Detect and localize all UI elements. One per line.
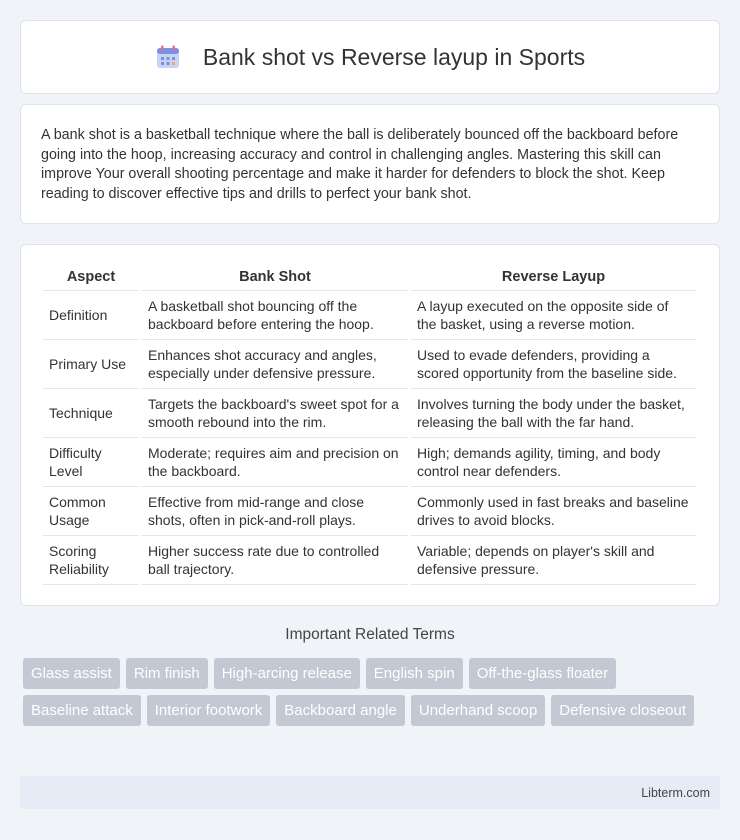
intro-card (20, 104, 720, 224)
related-terms-list (23, 658, 723, 732)
row-reverse-layup: Used to evade defenders, providing a scored opportunity from the baseline side. (411, 340, 696, 389)
row-reverse-layup: Involves turning the body under the basket, releasing the ball with the far hand. (411, 389, 696, 438)
table-header-row (43, 263, 696, 291)
term-tag[interactable]: High-arcing release (214, 658, 360, 689)
table-row (43, 291, 696, 340)
row-aspect: Technique (43, 389, 139, 438)
term-tag[interactable]: Interior footwork (147, 695, 271, 726)
row-bank-shot: Higher success rate due to controlled ball trajectory. (142, 536, 408, 585)
header-bank-shot: Bank Shot (142, 263, 408, 291)
table-row (43, 340, 696, 389)
calendar-icon (155, 44, 181, 70)
row-bank-shot: Targets the backboard's sweet spot for a smooth rebound into the rim. (142, 389, 408, 438)
table-row (43, 438, 696, 487)
row-bank-shot: Enhances shot accuracy and angles, especially under defensive pressure. (142, 340, 408, 389)
table-row (43, 536, 696, 585)
row-aspect: Definition (43, 291, 139, 340)
comparison-table (40, 263, 699, 585)
header-card (20, 20, 720, 94)
footer (20, 776, 720, 809)
comparison-table-card (20, 244, 720, 606)
intro-text: A bank shot is a basketball technique where the ball is deliberately bounced off the backboard before going into the hoop, increasing accuracy and control in challenging angles. Mastering this skill can improve Your overall shooting percentage and make it harder for defenders to block the shot. Keep reading to discover effective tips and drills to perfect your bank shot. (41, 127, 679, 202)
term-tag[interactable]: Backboard angle (276, 695, 405, 726)
table-row (43, 487, 696, 536)
row-reverse-layup: A layup executed on the opposite side of the basket, using a reverse motion. (411, 291, 696, 340)
table-row (43, 389, 696, 438)
row-bank-shot: A basketball shot bouncing off the backboard before entering the hoop. (142, 291, 408, 340)
term-tag[interactable]: Rim finish (126, 658, 208, 689)
header-aspect: Aspect (43, 263, 139, 291)
term-tag[interactable]: Glass assist (23, 658, 120, 689)
row-reverse-layup: Commonly used in fast breaks and baseline drives to avoid blocks. (411, 487, 696, 536)
term-tag[interactable]: Underhand scoop (411, 695, 545, 726)
header-reverse-layup: Reverse Layup (411, 263, 696, 291)
footer-site-link[interactable]: Libterm.com (641, 785, 710, 800)
term-tag[interactable]: Baseline attack (23, 695, 141, 726)
row-aspect: Primary Use (43, 340, 139, 389)
row-bank-shot: Effective from mid-range and close shots, often in pick-and-roll plays. (142, 487, 408, 536)
term-tag[interactable]: English spin (366, 658, 463, 689)
row-aspect: Difficulty Level (43, 438, 139, 487)
row-reverse-layup: High; demands agility, timing, and body control near defenders. (411, 438, 696, 487)
row-bank-shot: Moderate; requires aim and precision on the backboard. (142, 438, 408, 487)
term-tag[interactable]: Defensive closeout (551, 695, 694, 726)
row-aspect: Scoring Reliability (43, 536, 139, 585)
related-terms-heading: Important Related Terms (285, 626, 455, 643)
row-reverse-layup: Variable; depends on player's skill and defensive pressure. (411, 536, 696, 585)
row-aspect: Common Usage (43, 487, 139, 536)
page-title: Bank shot vs Reverse layup in Sports (202, 43, 586, 70)
term-tag[interactable]: Off-the-glass floater (469, 658, 616, 689)
